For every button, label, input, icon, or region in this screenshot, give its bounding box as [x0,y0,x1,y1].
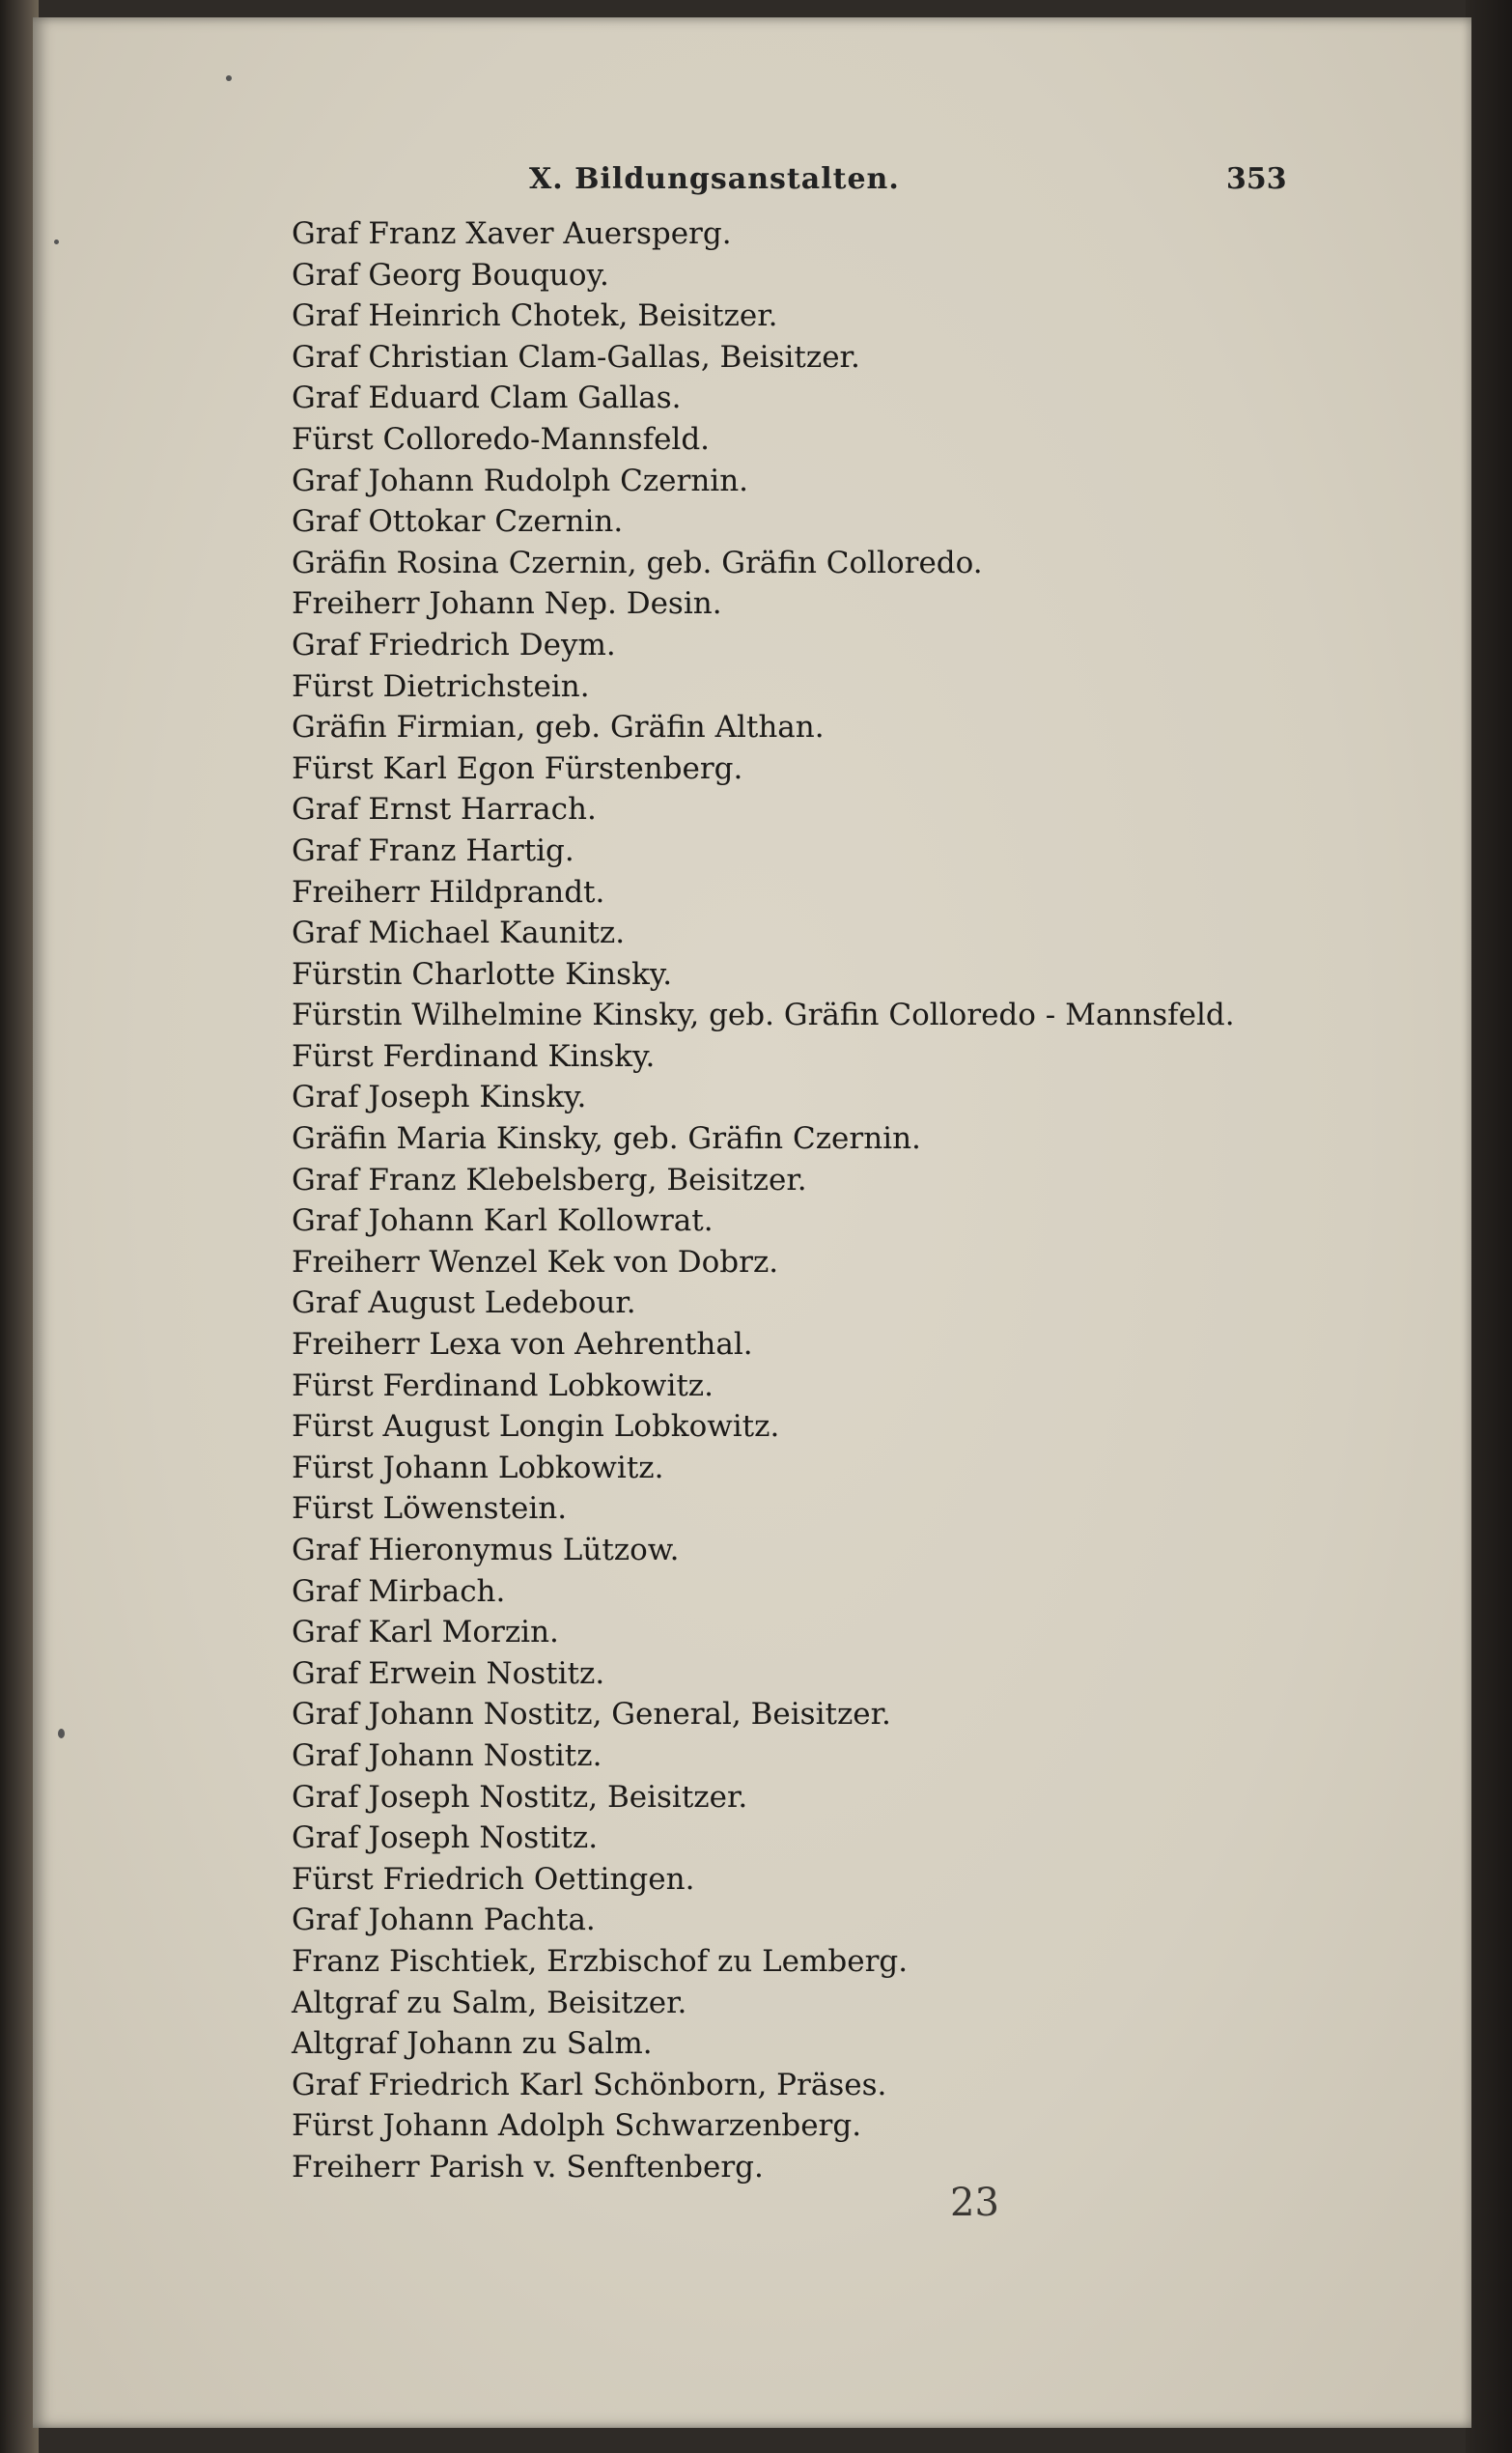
list-item: Fürst August Longin Lobkowitz. [292,1409,780,1445]
list-item: Fürst Johann Adolph Schwarzenberg. [292,2108,862,2144]
list-item: Graf Georg Bouquoy. [292,257,609,293]
list-item: Graf Johann Karl Kollowrat. [292,1203,714,1239]
list-item: Graf Christian Clam-Gallas, Beisitzer. [292,339,860,375]
list-item: Gräfin Rosina Czernin, geb. Gräfin Colloredo. [292,545,983,580]
list-item: Fürst Dietrichstein. [292,668,590,704]
book-page [33,17,1471,2428]
list-item: Graf Franz Xaver Auersperg. [292,216,732,251]
list-item: Fürst Ferdinand Lobkowitz. [292,1367,714,1403]
page-number: 353 [1226,162,1287,196]
member-list [292,213,1450,2188]
list-item: Freiherr Wenzel Kek von Dobrz. [292,1244,779,1280]
signature-mark: 23 [950,2181,999,2225]
book-edge [1466,0,1512,2453]
list-item: Freiherr Johann Nep. Desin. [292,586,722,622]
list-item: Graf Joseph Nostitz, Beisitzer. [292,1779,748,1815]
list-item: Altgraf Johann zu Salm. [292,2026,653,2062]
list-item: Freiherr Lexa von Aehrenthal. [292,1327,753,1363]
list-item: Fürst Ferdinand Kinsky. [292,1038,656,1074]
list-item: Graf Karl Morzin. [292,1615,559,1650]
speck [226,75,232,81]
list-item: Graf Franz Klebelsberg, Beisitzer. [292,1162,807,1198]
list-item: Graf Joseph Nostitz. [292,1820,599,1856]
list-item: Gräfin Maria Kinsky, geb. Gräfin Czernin. [292,1121,921,1157]
list-item: Graf Johann Nostitz, General, Beisitzer. [292,1697,891,1733]
list-item: Graf Johann Pachta. [292,1903,596,1938]
list-item: Graf Johann Rudolph Czernin. [292,463,749,498]
list-item: Graf Friedrich Deym. [292,627,616,663]
list-item: Fürst Colloredo-Mannsfeld. [292,421,711,457]
list-item: Franz Pischtiek, Erzbischof zu Lemberg. [292,1943,909,1979]
list-item: Graf Johann Nostitz. [292,1737,602,1773]
list-item: Graf Ottokar Czernin. [292,504,624,540]
list-item: Graf August Ledebour. [292,1285,636,1321]
list-item: Freiherr Hildprandt. [292,874,605,910]
list-item: Altgraf zu Salm, Beisitzer. [292,1985,687,2020]
list-item: Graf Franz Hartig. [292,832,574,868]
list-item: Graf Erwein Nostitz. [292,1655,605,1691]
speck [54,240,59,244]
list-item: Graf Friedrich Karl Schönborn, Präses. [292,2067,887,2102]
speck [58,1729,65,1738]
list-item: Fürstin Wilhelmine Kinsky, geb. Gräfin Colloredo - Mannsfeld. [292,998,1235,1033]
list-item: Fürst Friedrich Oettingen. [292,1861,695,1897]
running-head: X. Bildungsanstalten. [529,162,900,196]
page-header [33,162,1471,201]
list-item: Fürst Karl Egon Fürstenberg. [292,750,743,786]
list-item: Freiherr Parish v. Senftenberg. [292,2149,764,2185]
list-item: Graf Eduard Clam Gallas. [292,381,682,416]
list-item: Fürst Löwenstein. [292,1491,568,1527]
list-item: Fürstin Charlotte Kinsky. [292,956,673,992]
list-item: Graf Hieronymus Lützow. [292,1533,680,1567]
list-item: Graf Michael Kaunitz. [292,916,626,951]
list-item: Fürst Johann Lobkowitz. [292,1450,664,1485]
list-item: Graf Joseph Kinsky. [292,1080,587,1115]
list-item: Graf Ernst Harrach. [292,792,597,828]
list-item: Graf Heinrich Chotek, Beisitzer. [292,298,778,334]
list-item: Gräfin Firmian, geb. Gräfin Althan. [292,710,825,746]
list-item: Graf Mirbach. [292,1573,506,1609]
